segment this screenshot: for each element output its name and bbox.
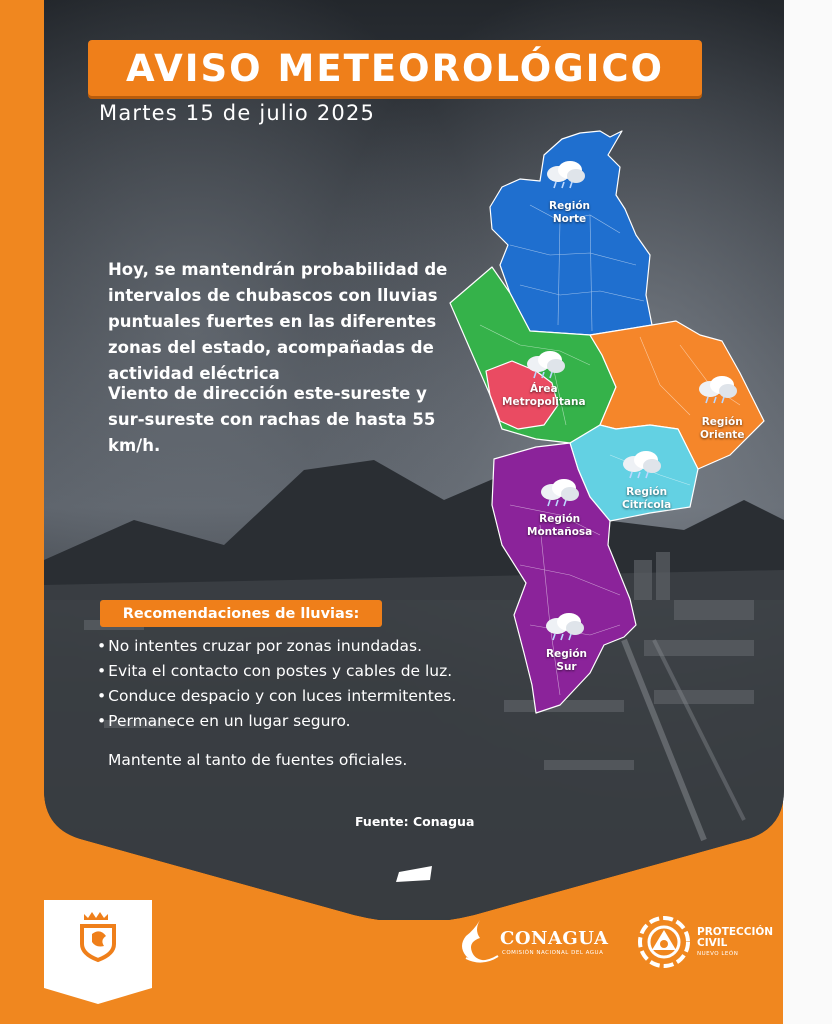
- right-margin-strip: [783, 0, 832, 1024]
- rain-cloud-icon: [542, 160, 588, 190]
- state-shield-badge: [44, 900, 152, 1004]
- conagua-logo-icon: [460, 918, 500, 968]
- map-label-montanosa: Región Montañosa: [527, 513, 593, 538]
- rain-cloud-icon: [541, 612, 587, 642]
- notice-date: Martes 15 de julio 2025: [99, 101, 376, 125]
- proteccion-civil-name: PROTECCIÓN CIVIL: [697, 926, 774, 949]
- map-label-oriente: Región Oriente: [700, 416, 745, 441]
- recommendations-list: [97, 634, 456, 734]
- list-item: • Evita el contacto con postes y cables de luz.: [97, 659, 456, 684]
- wind-paragraph: Viento de dirección este-sureste y sur-sureste con rachas de hasta 55 km/h.: [108, 384, 436, 455]
- proteccion-civil-subtitle: NUEVO LEÓN: [697, 951, 739, 957]
- map-label-citricola: Región Citrícola: [622, 486, 672, 511]
- rain-cloud-icon: [618, 450, 664, 480]
- rain-cloud-icon: [694, 375, 740, 405]
- title-banner: [88, 40, 702, 96]
- proteccion-civil-logo-icon: [636, 914, 692, 970]
- source-credit: Fuente: Conagua: [355, 814, 475, 829]
- list-item: • Conduce despacio y con luces intermitentes.: [97, 684, 456, 709]
- rain-cloud-icon: [522, 350, 568, 380]
- page-title: AVISO METEOROLÓGICO: [126, 46, 664, 90]
- conagua-name: CONAGUA: [500, 928, 609, 949]
- rain-cloud-icon: [536, 478, 582, 508]
- conagua-subtitle: COMISIÓN NACIONAL DEL AGUA: [502, 950, 604, 956]
- map-label-sur: Región Sur: [546, 648, 588, 673]
- forecast-paragraph: Hoy, se mantendrán probabilidad de intervalos de chubascos con lluvias puntuales fuertes en las diferentes zonas del estado, acompañadas de actividad eléctrica: [108, 260, 448, 383]
- recommendations-title: Recomendaciones de lluvias:: [100, 600, 382, 627]
- list-item: • No intentes cruzar por zonas inundadas.: [97, 634, 456, 659]
- map-label-metropolitana: Área Metropolitana: [502, 383, 586, 408]
- closing-advice: Mantente al tanto de fuentes oficiales.: [108, 751, 408, 769]
- list-item: • Permanece en un lugar seguro.: [97, 709, 456, 734]
- map-label-norte: Región Norte: [549, 200, 591, 225]
